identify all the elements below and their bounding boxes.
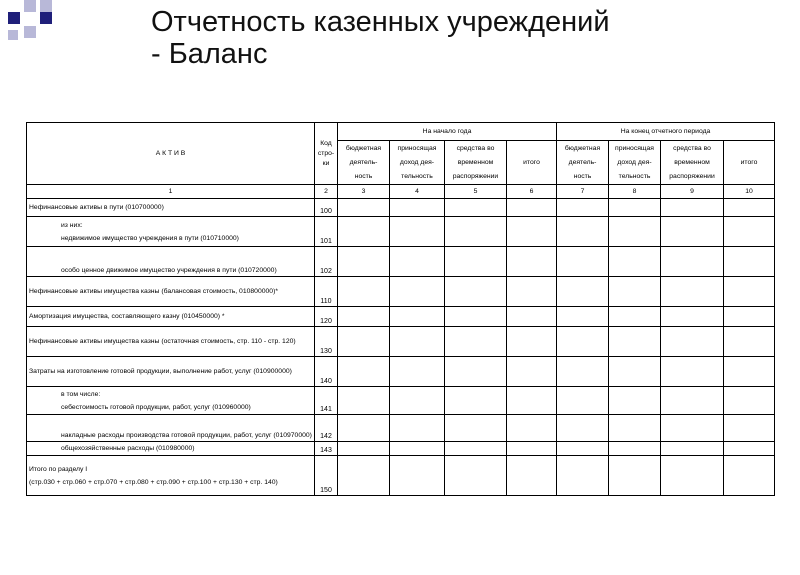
row-label-line: Итого по разделу I — [29, 465, 88, 473]
value-cell[interactable] — [445, 357, 507, 387]
subheader-cell — [557, 141, 609, 185]
slide-title — [151, 6, 610, 70]
value-cell[interactable] — [390, 217, 445, 247]
row-code: 150 — [315, 456, 338, 496]
value-cell[interactable] — [338, 247, 390, 277]
row-label: Нефинансовые активы в пути (010700000) — [27, 199, 315, 217]
value-cell[interactable] — [507, 327, 557, 357]
row-label: накладные расходы производства готовой продукции, работ, услуг (010970000) — [27, 415, 315, 442]
column-number-cell: 2 — [315, 185, 338, 199]
row-label: Амортизация имущества, составляющего казну (010450000) * — [27, 307, 315, 327]
value-cell[interactable] — [724, 387, 775, 415]
row-label: Нефинансовые активы имущества казны (остаточная стоимость, стр. 110 - стр. 120) — [27, 327, 315, 357]
row-code: 101 — [315, 217, 338, 247]
value-cell[interactable] — [724, 217, 775, 247]
subheader-line: деятель- — [568, 158, 597, 166]
value-cell[interactable] — [507, 277, 557, 307]
value-cell[interactable] — [609, 327, 661, 357]
value-cell[interactable] — [390, 277, 445, 307]
value-cell[interactable] — [338, 199, 390, 217]
subheader-cell — [445, 141, 507, 185]
value-cell[interactable] — [609, 415, 661, 442]
value-cell[interactable] — [609, 247, 661, 277]
value-cell[interactable] — [557, 217, 609, 247]
subheader-line: средства во — [456, 144, 495, 152]
decor-square — [40, 12, 52, 24]
decor-square — [24, 26, 36, 38]
value-cell[interactable] — [557, 199, 609, 217]
decor-square — [8, 12, 20, 24]
subheader-line: тельность — [618, 172, 651, 180]
value-cell[interactable] — [507, 247, 557, 277]
value-cell[interactable] — [338, 277, 390, 307]
header-row-1 — [27, 123, 775, 141]
decor-square — [40, 0, 52, 12]
value-cell[interactable] — [338, 327, 390, 357]
row-label — [27, 387, 315, 415]
column-number-row — [27, 185, 775, 199]
value-cell[interactable] — [445, 327, 507, 357]
subheader-cell — [338, 141, 390, 185]
subheader-line: бюджетная — [345, 144, 382, 152]
code-header-line: Код — [320, 139, 332, 147]
column-number-cell: 1 — [27, 185, 315, 199]
value-cell[interactable] — [390, 442, 445, 456]
value-cell[interactable] — [445, 199, 507, 217]
value-cell[interactable] — [609, 199, 661, 217]
decor-square — [24, 0, 36, 12]
value-cell[interactable] — [445, 247, 507, 277]
subheader-line: деятель- — [349, 158, 378, 166]
value-cell[interactable] — [390, 415, 445, 442]
code-header — [315, 123, 338, 185]
row-label: Нефинансовые активы имущества казны (балансовая стоимость, 010800000)* — [27, 277, 315, 307]
value-cell[interactable] — [445, 456, 507, 496]
column-number-cell: 5 — [445, 185, 507, 199]
value-cell[interactable] — [724, 277, 775, 307]
value-cell[interactable] — [661, 387, 724, 415]
column-number-cell: 4 — [390, 185, 445, 199]
value-cell[interactable] — [609, 277, 661, 307]
value-cell[interactable] — [390, 247, 445, 277]
subheader-line: итого — [523, 158, 540, 166]
value-cell[interactable] — [661, 217, 724, 247]
column-number-cell: 6 — [507, 185, 557, 199]
subheader-line: временном — [674, 158, 710, 166]
value-cell[interactable] — [507, 307, 557, 327]
row-code: 142 — [315, 415, 338, 442]
subheader-line: приносящая — [615, 144, 654, 152]
column-number-cell: 8 — [609, 185, 661, 199]
subheader-line: распоряжении — [669, 172, 715, 180]
value-cell[interactable] — [661, 327, 724, 357]
value-cell[interactable] — [724, 199, 775, 217]
row-code: 110 — [315, 277, 338, 307]
subheader-line: ность — [573, 172, 592, 180]
column-number-cell: 9 — [661, 185, 724, 199]
subheader-line: распоряжении — [452, 172, 499, 180]
value-cell[interactable] — [507, 357, 557, 387]
subheader-cell — [661, 141, 724, 185]
value-cell[interactable] — [661, 442, 724, 456]
subheader-cell — [724, 141, 775, 185]
value-cell[interactable] — [445, 442, 507, 456]
table-row — [27, 247, 775, 277]
subheader-cell — [390, 141, 445, 185]
row-code: 130 — [315, 327, 338, 357]
value-cell[interactable] — [557, 357, 609, 387]
subheader-line: бюджетная — [564, 144, 601, 152]
value-cell[interactable] — [724, 357, 775, 387]
value-cell[interactable] — [557, 387, 609, 415]
value-cell[interactable] — [445, 307, 507, 327]
row-label-line: из них: — [61, 221, 83, 229]
value-cell[interactable] — [557, 307, 609, 327]
value-cell[interactable] — [724, 442, 775, 456]
value-cell[interactable] — [724, 415, 775, 442]
row-label: общехозяйственные расходы (010980000) — [27, 442, 315, 456]
value-cell[interactable] — [609, 442, 661, 456]
row-label: особо ценное движимое имущество учреждения в пути (010720000) — [27, 247, 315, 277]
value-cell[interactable] — [507, 415, 557, 442]
subheader-line: временном — [457, 158, 494, 166]
value-cell[interactable] — [661, 456, 724, 496]
table-row — [27, 199, 775, 217]
row-label-line: (стр.030 + стр.060 + стр.070 + стр.080 + стр.090 + стр.100 + стр.130 + стр. 140) — [29, 478, 278, 486]
column-number-cell: 7 — [557, 185, 609, 199]
value-cell[interactable] — [445, 387, 507, 415]
value-cell[interactable] — [724, 307, 775, 327]
value-cell[interactable] — [338, 442, 390, 456]
value-cell[interactable] — [609, 456, 661, 496]
row-code: 100 — [315, 199, 338, 217]
row-code: 141 — [315, 387, 338, 415]
row-label-line: в том числе: — [61, 390, 101, 398]
value-cell[interactable] — [557, 456, 609, 496]
value-cell[interactable] — [724, 456, 775, 496]
title-line-2: - Баланс — [151, 38, 268, 70]
row-label-line: недвижимое имущество учреждения в пути (010710000) — [61, 234, 239, 242]
table-row — [27, 217, 775, 247]
value-cell[interactable] — [445, 277, 507, 307]
value-cell[interactable] — [507, 387, 557, 415]
value-cell[interactable] — [338, 357, 390, 387]
code-header-line: ки — [322, 159, 330, 167]
subheader-cell — [507, 141, 557, 185]
value-cell[interactable] — [445, 217, 507, 247]
value-cell[interactable] — [390, 456, 445, 496]
value-cell[interactable] — [557, 327, 609, 357]
value-cell[interactable] — [390, 199, 445, 217]
row-code: 140 — [315, 357, 338, 387]
table-body — [27, 199, 775, 496]
aktiv-header: А К Т И В — [27, 123, 315, 185]
value-cell[interactable] — [338, 387, 390, 415]
value-cell[interactable] — [445, 415, 507, 442]
row-code: 143 — [315, 442, 338, 456]
table-row — [27, 307, 775, 327]
row-label — [27, 456, 315, 496]
table-row — [27, 327, 775, 357]
table-row — [27, 357, 775, 387]
column-number-cell: 3 — [338, 185, 390, 199]
table-row — [27, 277, 775, 307]
value-cell[interactable] — [724, 327, 775, 357]
value-cell[interactable] — [661, 199, 724, 217]
value-cell[interactable] — [724, 247, 775, 277]
row-label — [27, 217, 315, 247]
value-cell[interactable] — [661, 307, 724, 327]
value-cell[interactable] — [338, 415, 390, 442]
value-cell[interactable] — [609, 217, 661, 247]
value-cell[interactable] — [507, 199, 557, 217]
value-cell[interactable] — [609, 357, 661, 387]
table-row — [27, 387, 775, 415]
value-cell[interactable] — [661, 277, 724, 307]
value-cell[interactable] — [390, 387, 445, 415]
title-line-1: Отчетность казенных учреждений — [151, 6, 610, 38]
value-cell[interactable] — [557, 247, 609, 277]
column-number-cell: 10 — [724, 185, 775, 199]
row-code: 102 — [315, 247, 338, 277]
value-cell[interactable] — [557, 277, 609, 307]
decor-square — [8, 30, 18, 40]
value-cell[interactable] — [390, 327, 445, 357]
value-cell[interactable] — [507, 442, 557, 456]
value-cell[interactable] — [661, 357, 724, 387]
table-row — [27, 415, 775, 442]
table-row — [27, 442, 775, 456]
value-cell[interactable] — [507, 456, 557, 496]
value-cell[interactable] — [338, 307, 390, 327]
subheader-line: доход дея- — [617, 158, 652, 166]
value-cell[interactable] — [609, 307, 661, 327]
row-label-line: себестоимость готовой продукции, работ, услуг (010960000) — [61, 403, 251, 411]
row-label: Затраты на изготовление готовой продукции, выполнение работ, услуг (010900000) — [27, 357, 315, 387]
value-cell[interactable] — [557, 415, 609, 442]
value-cell[interactable] — [507, 217, 557, 247]
table-row — [27, 456, 775, 496]
value-cell[interactable] — [661, 247, 724, 277]
subheader-line: средства во — [673, 144, 711, 152]
balance-table — [26, 122, 775, 496]
value-cell[interactable] — [661, 415, 724, 442]
subheader-cell — [609, 141, 661, 185]
value-cell[interactable] — [338, 217, 390, 247]
value-cell[interactable] — [557, 442, 609, 456]
subheader-line: тельность — [401, 172, 433, 180]
subheader-line: итого — [740, 158, 758, 166]
value-cell[interactable] — [609, 387, 661, 415]
value-cell[interactable] — [338, 456, 390, 496]
subheader-line: доход дея- — [399, 158, 435, 166]
start-period-header: На начало года — [338, 123, 557, 141]
subheader-line: приносящая — [397, 144, 437, 152]
end-period-header: На конец отчетного периода — [557, 123, 775, 141]
code-header-line: стро- — [317, 149, 335, 157]
subheader-line: ность — [354, 172, 373, 180]
value-cell[interactable] — [390, 307, 445, 327]
value-cell[interactable] — [390, 357, 445, 387]
row-code: 120 — [315, 307, 338, 327]
